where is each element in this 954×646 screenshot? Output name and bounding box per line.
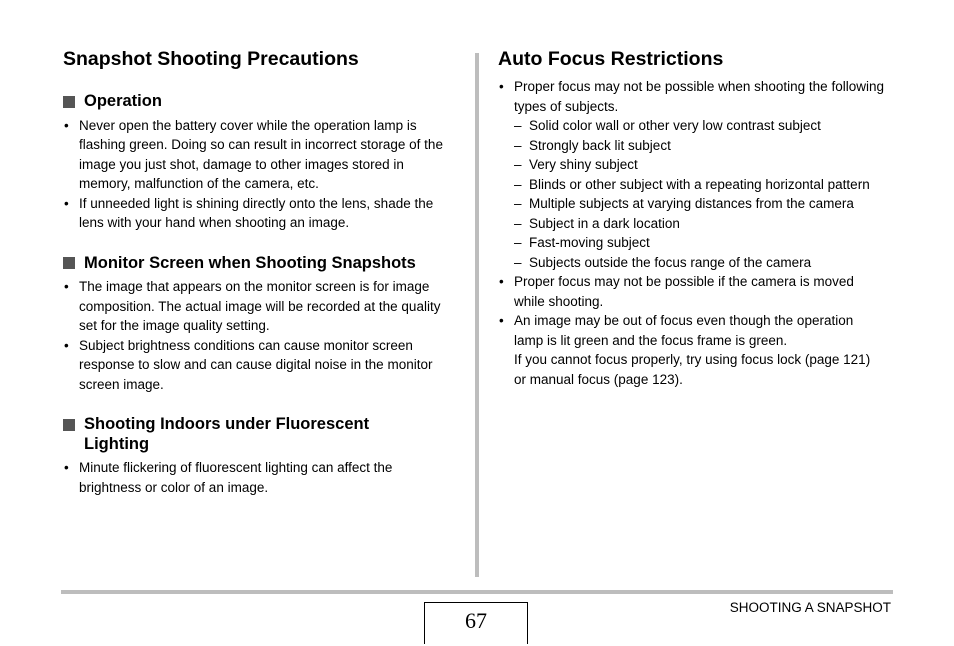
section-label: SHOOTING A SNAPSHOT — [729, 600, 891, 615]
square-bullet-icon — [63, 96, 75, 108]
bullet-icon: • — [64, 460, 69, 475]
square-bullet-icon — [63, 257, 75, 269]
autofocus-list — [498, 77, 898, 389]
dash-item: – Subject in a dark location — [514, 215, 680, 231]
bullet-icon: • — [499, 313, 504, 328]
heading-monitor-screen — [63, 254, 458, 274]
bullet-icon: • — [64, 117, 69, 133]
bullet-icon: • — [64, 195, 69, 211]
dash-item: – Blinds or other subject with a repeating horizontal pattern — [514, 176, 870, 192]
heading-operation — [63, 92, 458, 112]
bullet-icon: • — [499, 79, 504, 94]
heading-monitor-screen-text: Monitor Screen when Shooting Snapshots — [84, 253, 416, 272]
dash-item: – Fast-moving subject — [514, 235, 650, 250]
dash-item: – Very shiny subject — [514, 157, 638, 172]
square-bullet-icon — [63, 419, 75, 431]
list-item: • An image may be out of focus even though the operation lamp is lit green and the focus frame is green. If you cannot focus properly, try using focus lock (page 121) or manual focus (page 123). — [499, 313, 871, 387]
page-number-box — [424, 602, 528, 644]
fluorescent-list — [63, 458, 458, 497]
right-title: Auto Focus Restrictions — [498, 48, 724, 70]
heading-operation-text: Operation — [84, 92, 162, 110]
bullet-icon: • — [64, 279, 69, 294]
list-item: • Proper focus may not be possible if the camera is moved while shooting. — [499, 274, 854, 309]
dash-item: – Solid color wall or other very low contrast subject — [514, 118, 821, 133]
right-column — [498, 47, 898, 389]
bullet-icon: • — [64, 337, 69, 353]
bullet-icon: • — [499, 274, 504, 289]
dash-item: – Multiple subjects at varying distances from the camera — [514, 196, 854, 211]
footer-divider — [61, 590, 893, 594]
list-item: • Proper focus may not be possible when shooting the following types of subjects. – Solid color wall or other very low contrast subject – Strongly back lit subject – Very shiny subject – Blinds or other subject with a repeating horizontal pattern – Multiple subjects at varying distances from the camera – Subject in a dark location – Fast-moving subject – Subjects outside the focus range of the camera — [498, 77, 898, 272]
column-divider — [475, 53, 479, 577]
left-title: Snapshot Shooting Precautions — [63, 48, 359, 70]
dash-item: – Strongly back lit subject — [514, 137, 671, 153]
operation-list — [63, 116, 458, 233]
list-item: • Subject brightness conditions can cause monitor screen response to slow and can cause digital noise in the monitor screen image. — [64, 337, 433, 392]
monitor-screen-list — [63, 277, 458, 394]
list-item: • Never open the battery cover while the operation lamp is flashing green. Doing so can result in incorrect storage of the image you just shot, damage to other images stored in memory, malfunction of the camera, etc. — [64, 117, 443, 191]
list-item: • If unneeded light is shining directly onto the lens, shade the lens with your hand when shooting an image. — [64, 195, 434, 230]
left-column — [63, 47, 458, 497]
list-item: • Minute flickering of fluorescent lighting can affect the brightness or color of an image. — [64, 460, 393, 495]
dash-item: – Subjects outside the focus range of the camera — [514, 254, 812, 270]
heading-fluorescent: Shooting Indoors under Fluorescent Lighting — [63, 415, 458, 454]
page-number: 67 — [465, 608, 487, 633]
list-item: • The image that appears on the monitor screen is for image composition. The actual image will be recorded at the quality set for the image quality setting. — [64, 279, 441, 333]
